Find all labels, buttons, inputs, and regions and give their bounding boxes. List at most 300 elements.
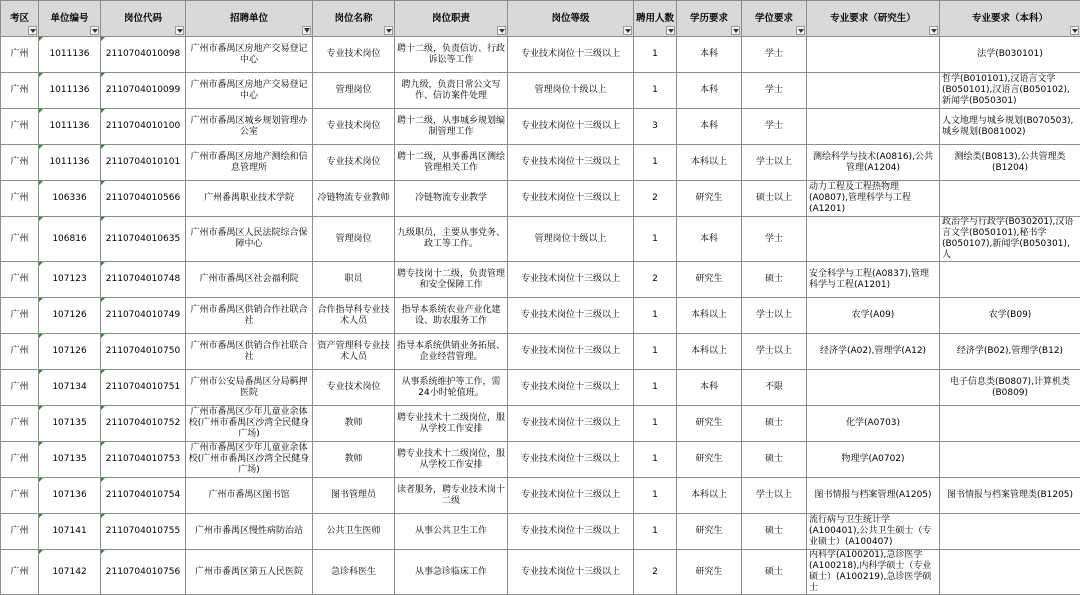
cell-text: 学士以上 (744, 157, 804, 168)
cell-text: 专业技术岗位十三级以上 (510, 490, 631, 501)
cell-major-postgrad[interactable] (807, 181, 940, 217)
cell-major-undergrad[interactable] (940, 181, 1080, 217)
cell-text: 广州 (3, 85, 36, 96)
cell-major-undergrad[interactable] (940, 334, 1080, 370)
cell-education[interactable] (677, 73, 742, 109)
cell-major-undergrad[interactable] (940, 262, 1080, 298)
cell-text: 硕士 (744, 567, 804, 578)
cell-employer[interactable] (186, 73, 313, 109)
cell-position-name[interactable] (313, 550, 395, 595)
cell-education[interactable] (677, 550, 742, 595)
cell-education[interactable] (677, 298, 742, 334)
cell-text: 聘十二级，从事番禺区测绘管理相关工作 (397, 152, 505, 174)
cell-position-code[interactable] (101, 37, 186, 73)
cell-text: 测绘科学与技术(A0816),公共管理(A1204) (809, 152, 937, 174)
filter-dropdown-icon[interactable] (384, 26, 393, 35)
cell-text: 广州市番禺区供销合作社联合社 (188, 305, 310, 327)
cell-exam-area[interactable] (1, 145, 39, 181)
cell-text: 资产管理科专业技术人员 (315, 341, 392, 363)
cell-employer[interactable] (186, 109, 313, 145)
cell-major-undergrad[interactable] (940, 37, 1080, 73)
cell-position-name[interactable] (313, 262, 395, 298)
cell-education[interactable] (677, 109, 742, 145)
cell-major-postgrad[interactable] (807, 334, 940, 370)
cell-employer[interactable] (186, 181, 313, 217)
cell-position-level[interactable] (508, 262, 634, 298)
cell-exam-area[interactable] (1, 298, 39, 334)
table-row (1, 550, 1080, 595)
cell-duties[interactable] (395, 37, 508, 73)
cell-position-level[interactable] (508, 37, 634, 73)
cell-major-undergrad[interactable] (940, 109, 1080, 145)
cell-text: 冷链物流专业教学 (397, 193, 505, 204)
filter-dropdown-icon[interactable] (623, 26, 632, 35)
cell-hire-count[interactable] (634, 145, 677, 181)
cell-text: 1 (636, 526, 674, 537)
cell-text: 2110704010100 (103, 121, 183, 132)
cell-position-code[interactable] (101, 514, 186, 550)
cell-duties[interactable] (395, 550, 508, 595)
cell-text: 广州市番禺区房地产测绘和信息管理所 (188, 152, 310, 174)
cell-education[interactable] (677, 478, 742, 514)
cell-position-name[interactable] (313, 478, 395, 514)
cell-major-postgrad[interactable] (807, 37, 940, 73)
cell-employer[interactable] (186, 406, 313, 442)
cell-text: 专业技术岗位十三级以上 (510, 49, 631, 60)
cell-unit-code[interactable] (39, 442, 101, 478)
cell-major-undergrad[interactable] (940, 73, 1080, 109)
cell-position-level[interactable] (508, 181, 634, 217)
col-header-unit-code (39, 1, 101, 37)
filter-dropdown-icon[interactable] (796, 26, 805, 35)
cell-exam-area[interactable] (1, 550, 39, 595)
cell-text: 广州市番禺区房地产交易登记中心 (188, 80, 310, 102)
cell-hire-count[interactable] (634, 73, 677, 109)
cell-major-undergrad[interactable] (940, 145, 1080, 181)
cell-unit-code[interactable] (39, 298, 101, 334)
table-body (1, 37, 1080, 595)
cell-position-name[interactable] (313, 514, 395, 550)
table-row (1, 406, 1080, 442)
cell-text: 1011136 (41, 121, 98, 132)
cell-exam-area[interactable] (1, 514, 39, 550)
cell-position-level[interactable] (508, 550, 634, 595)
cell-text: 专业技术岗位 (315, 121, 392, 132)
cell-text: 广州市番禺区城乡规划管理办公室 (188, 116, 310, 138)
cell-hire-count[interactable] (634, 181, 677, 217)
cell-degree[interactable] (742, 217, 807, 262)
filter-dropdown-icon[interactable] (497, 26, 506, 35)
cell-position-code[interactable] (101, 442, 186, 478)
cell-major-postgrad[interactable] (807, 478, 940, 514)
cell-text: 2110704010749 (103, 310, 183, 321)
cell-degree[interactable] (742, 109, 807, 145)
cell-degree[interactable] (742, 514, 807, 550)
cell-text: 农学(B09) (942, 310, 1078, 321)
cell-position-name[interactable] (313, 217, 395, 262)
cell-text: 专业技术岗位 (315, 157, 392, 168)
cell-position-code[interactable] (101, 478, 186, 514)
cell-hire-count[interactable] (634, 334, 677, 370)
cell-text: 管理岗位十级以上 (510, 234, 631, 245)
cell-text: 广州 (3, 274, 36, 285)
cell-text: 2110704010098 (103, 49, 183, 60)
cell-position-name[interactable] (313, 181, 395, 217)
cell-text: 本科以上 (679, 157, 739, 168)
cell-education[interactable] (677, 262, 742, 298)
cell-unit-code[interactable] (39, 514, 101, 550)
filter-dropdown-icon[interactable] (175, 26, 184, 35)
cell-exam-area[interactable] (1, 217, 39, 262)
cell-text: 化学(A0703) (809, 418, 937, 429)
cell-hire-count[interactable] (634, 217, 677, 262)
cell-degree[interactable] (742, 298, 807, 334)
cell-employer[interactable] (186, 334, 313, 370)
cell-unit-code[interactable] (39, 370, 101, 406)
cell-text: 聘十二级，从事城乡规划编制管理工作 (397, 116, 505, 138)
cell-duties[interactable] (395, 442, 508, 478)
cell-major-postgrad[interactable] (807, 550, 940, 595)
cell-education[interactable] (677, 145, 742, 181)
cell-text: 图书情报与档案管理(A1205) (809, 490, 937, 501)
cell-education[interactable] (677, 37, 742, 73)
cell-education[interactable] (677, 217, 742, 262)
cell-text: 聘十二级，负责信访、行政诉讼等工作 (397, 44, 505, 66)
cell-employer[interactable] (186, 514, 313, 550)
cell-unit-code[interactable] (39, 109, 101, 145)
cell-degree[interactable] (742, 550, 807, 595)
cell-major-postgrad[interactable] (807, 217, 940, 262)
cell-hire-count[interactable] (634, 298, 677, 334)
filter-dropdown-icon[interactable] (666, 26, 675, 35)
cell-degree[interactable] (742, 442, 807, 478)
cell-text: 广州番禺职业技术学院 (188, 193, 310, 204)
cell-employer[interactable] (186, 145, 313, 181)
cell-position-code[interactable] (101, 73, 186, 109)
cell-text: 本科以上 (679, 346, 739, 357)
table-row (1, 217, 1080, 262)
header-label: 专业要求（研究生） (809, 13, 937, 24)
cell-duties[interactable] (395, 514, 508, 550)
table-row (1, 298, 1080, 334)
cell-position-name[interactable] (313, 370, 395, 406)
cell-education[interactable] (677, 370, 742, 406)
cell-position-name[interactable] (313, 298, 395, 334)
cell-hire-count[interactable] (634, 478, 677, 514)
filter-dropdown-icon[interactable] (929, 26, 938, 35)
cell-education[interactable] (677, 406, 742, 442)
cell-text: 107136 (41, 490, 98, 501)
cell-exam-area[interactable] (1, 37, 39, 73)
cell-text: 广州 (3, 310, 36, 321)
cell-major-postgrad[interactable] (807, 73, 940, 109)
cell-text: 教师 (315, 418, 392, 429)
cell-employer[interactable] (186, 217, 313, 262)
cell-text: 指导本系统农业产业化建设、助农服务工作 (397, 305, 505, 327)
cell-position-name[interactable] (313, 334, 395, 370)
cell-text: 本科以上 (679, 310, 739, 321)
cell-text: 专业技术岗位 (315, 49, 392, 60)
cell-text: 研究生 (679, 526, 739, 537)
cell-education[interactable] (677, 442, 742, 478)
cell-unit-code[interactable] (39, 550, 101, 595)
cell-position-name[interactable] (313, 406, 395, 442)
cell-text: 学士 (744, 234, 804, 245)
cell-duties[interactable] (395, 217, 508, 262)
cell-text: 公共卫生医师 (315, 526, 392, 537)
table-row (1, 181, 1080, 217)
cell-hire-count[interactable] (634, 550, 677, 595)
cell-text: 聘专技岗十二级，负责管理和安全保障工作 (397, 269, 505, 291)
cell-text: 图书管理员 (315, 490, 392, 501)
cell-degree[interactable] (742, 370, 807, 406)
cell-duties[interactable] (395, 145, 508, 181)
cell-degree[interactable] (742, 37, 807, 73)
cell-exam-area[interactable] (1, 442, 39, 478)
cell-major-postgrad[interactable] (807, 262, 940, 298)
cell-text: 107141 (41, 526, 98, 537)
cell-text: 学士 (744, 49, 804, 60)
cell-exam-area[interactable] (1, 181, 39, 217)
table-row (1, 334, 1080, 370)
cell-text: 1 (636, 49, 674, 60)
cell-position-code[interactable] (101, 109, 186, 145)
cell-text: 农学(A09) (809, 310, 937, 321)
cell-text: 从事公共卫生工作 (397, 526, 505, 537)
cell-unit-code[interactable] (39, 262, 101, 298)
cell-text: 政治学与行政学(B030201),汉语言文学(B050101),秘书学(B050107),新闻学(B050301),人 (942, 217, 1078, 261)
cell-position-level[interactable] (508, 406, 634, 442)
cell-text: 本科 (679, 382, 739, 393)
header-label: 学历要求 (679, 13, 739, 24)
cell-duties[interactable] (395, 406, 508, 442)
cell-text: 流行病与卫生统计学(A100401),公共卫生硕士（专业硕士）(A100407) (809, 515, 937, 548)
cell-major-undergrad[interactable] (940, 298, 1080, 334)
cell-position-code[interactable] (101, 334, 186, 370)
cell-text: 2 (636, 567, 674, 578)
cell-text: 聘九级，负责日常公文写作、信访案件处理 (397, 80, 505, 102)
cell-text: 106816 (41, 234, 98, 245)
cell-text: 广州 (3, 490, 36, 501)
cell-hire-count[interactable] (634, 37, 677, 73)
cell-text: 广州 (3, 121, 36, 132)
cell-text: 聘专业技术十二级岗位，服从学校工作安排 (397, 413, 505, 435)
cell-text: 专业技术岗位十三级以上 (510, 418, 631, 429)
cell-major-postgrad[interactable] (807, 145, 940, 181)
cell-hire-count[interactable] (634, 514, 677, 550)
cell-text: 2110704010754 (103, 490, 183, 501)
cell-major-postgrad[interactable] (807, 109, 940, 145)
cell-text: 硕士 (744, 274, 804, 285)
cell-position-level[interactable] (508, 298, 634, 334)
cell-employer[interactable] (186, 478, 313, 514)
cell-text: 研究生 (679, 193, 739, 204)
cell-text: 广州市番禺区社会福利院 (188, 274, 310, 285)
cell-position-level[interactable] (508, 370, 634, 406)
filter-dropdown-icon[interactable] (28, 26, 37, 35)
cell-position-name[interactable] (313, 37, 395, 73)
cell-major-undergrad[interactable] (940, 514, 1080, 550)
cell-degree[interactable] (742, 145, 807, 181)
cell-position-code[interactable] (101, 550, 186, 595)
cell-text: 2110704010101 (103, 157, 183, 168)
cell-hire-count[interactable] (634, 406, 677, 442)
header-label: 考区 (3, 13, 36, 24)
cell-exam-area[interactable] (1, 370, 39, 406)
cell-exam-area[interactable] (1, 109, 39, 145)
cell-hire-count[interactable] (634, 370, 677, 406)
cell-position-level[interactable] (508, 442, 634, 478)
cell-major-undergrad[interactable] (940, 550, 1080, 595)
cell-major-postgrad[interactable] (807, 370, 940, 406)
cell-text: 107123 (41, 274, 98, 285)
cell-position-level[interactable] (508, 514, 634, 550)
cell-position-name[interactable] (313, 73, 395, 109)
cell-position-level[interactable] (508, 109, 634, 145)
cell-position-code[interactable] (101, 406, 186, 442)
cell-major-undergrad[interactable] (940, 442, 1080, 478)
cell-unit-code[interactable] (39, 406, 101, 442)
cell-degree[interactable] (742, 181, 807, 217)
cell-unit-code[interactable] (39, 217, 101, 262)
cell-major-postgrad[interactable] (807, 442, 940, 478)
cell-text: 本科 (679, 49, 739, 60)
cell-position-code[interactable] (101, 181, 186, 217)
cell-hire-count[interactable] (634, 262, 677, 298)
cell-text: 2110704010752 (103, 418, 183, 429)
cell-text: 从事系统维护等工作，需24小时轮值班。 (397, 377, 505, 399)
cell-position-code[interactable] (101, 145, 186, 181)
cell-text: 本科 (679, 85, 739, 96)
cell-education[interactable] (677, 181, 742, 217)
cell-major-postgrad[interactable] (807, 406, 940, 442)
cell-text: 研究生 (679, 418, 739, 429)
col-header-employer (186, 1, 313, 37)
cell-degree[interactable] (742, 73, 807, 109)
filter-dropdown-icon[interactable] (731, 26, 740, 35)
cell-text: 1 (636, 382, 674, 393)
cell-text: 107142 (41, 567, 98, 578)
cell-position-level[interactable] (508, 145, 634, 181)
cell-text: 专业技术岗位十三级以上 (510, 382, 631, 393)
cell-major-undergrad[interactable] (940, 370, 1080, 406)
cell-text: 2110704010566 (103, 193, 183, 204)
cell-degree[interactable] (742, 406, 807, 442)
cell-position-name[interactable] (313, 109, 395, 145)
cell-text: 1011136 (41, 49, 98, 60)
cell-major-undergrad[interactable] (940, 406, 1080, 442)
cell-unit-code[interactable] (39, 145, 101, 181)
cell-duties[interactable] (395, 298, 508, 334)
cell-text: 广州市番禺区少年儿童业余体校(广州市番禺区沙湾全民健身广场) (188, 407, 310, 440)
cell-employer[interactable] (186, 37, 313, 73)
cell-position-level[interactable] (508, 217, 634, 262)
cell-unit-code[interactable] (39, 73, 101, 109)
cell-text: 安全科学与工程(A0837),管理科学与工程(A1201) (809, 269, 937, 291)
cell-duties[interactable] (395, 370, 508, 406)
header-label: 聘用人数 (636, 13, 674, 24)
cell-hire-count[interactable] (634, 442, 677, 478)
table-row (1, 442, 1080, 478)
cell-major-postgrad[interactable] (807, 298, 940, 334)
cell-position-name[interactable] (313, 145, 395, 181)
cell-text: 专业技术岗位十三级以上 (510, 454, 631, 465)
header-label: 专业要求（本科） (942, 13, 1078, 24)
cell-text: 2110704010635 (103, 234, 183, 245)
cell-employer[interactable] (186, 550, 313, 595)
col-header-position-level (508, 1, 634, 37)
cell-unit-code[interactable] (39, 181, 101, 217)
cell-text: 硕士 (744, 526, 804, 537)
cell-unit-code[interactable] (39, 37, 101, 73)
cell-text: 专业技术岗位十三级以上 (510, 193, 631, 204)
col-header-duties (395, 1, 508, 37)
cell-employer[interactable] (186, 298, 313, 334)
cell-duties[interactable] (395, 181, 508, 217)
cell-exam-area[interactable] (1, 478, 39, 514)
cell-position-code[interactable] (101, 262, 186, 298)
col-header-degree (742, 1, 807, 37)
cell-text: 物理学(A0702) (809, 454, 937, 465)
cell-employer[interactable] (186, 442, 313, 478)
cell-education[interactable] (677, 514, 742, 550)
cell-exam-area[interactable] (1, 406, 39, 442)
col-header-major-undergrad (940, 1, 1080, 37)
cell-major-undergrad[interactable] (940, 217, 1080, 262)
cell-text: 本科 (679, 234, 739, 245)
cell-duties[interactable] (395, 262, 508, 298)
cell-position-name[interactable] (313, 442, 395, 478)
cell-position-level[interactable] (508, 334, 634, 370)
cell-exam-area[interactable] (1, 73, 39, 109)
cell-position-level[interactable] (508, 73, 634, 109)
cell-employer[interactable] (186, 262, 313, 298)
cell-duties[interactable] (395, 334, 508, 370)
cell-duties[interactable] (395, 73, 508, 109)
cell-unit-code[interactable] (39, 334, 101, 370)
cell-text: 107134 (41, 382, 98, 393)
cell-position-code[interactable] (101, 217, 186, 262)
cell-text: 专业技术岗位十三级以上 (510, 567, 631, 578)
cell-text: 2110704010753 (103, 454, 183, 465)
cell-unit-code[interactable] (39, 478, 101, 514)
filter-dropdown-icon[interactable] (1070, 26, 1079, 35)
cell-degree[interactable] (742, 262, 807, 298)
cell-duties[interactable] (395, 478, 508, 514)
cell-degree[interactable] (742, 478, 807, 514)
filter-dropdown-icon[interactable] (90, 26, 99, 35)
cell-position-level[interactable] (508, 478, 634, 514)
cell-text: 内科学(A100201),急诊医学(A100218),内科学硕士（专业硕士）(A100219),急诊医学硕士 (809, 550, 937, 594)
cell-text: 学士以上 (744, 490, 804, 501)
cell-degree[interactable] (742, 334, 807, 370)
cell-text: 广州市番禺区第五人民医院 (188, 567, 310, 578)
cell-hire-count[interactable] (634, 109, 677, 145)
cell-major-postgrad[interactable] (807, 514, 940, 550)
cell-position-code[interactable] (101, 298, 186, 334)
cell-position-code[interactable] (101, 370, 186, 406)
cell-employer[interactable] (186, 370, 313, 406)
cell-duties[interactable] (395, 109, 508, 145)
cell-education[interactable] (677, 334, 742, 370)
cell-exam-area[interactable] (1, 334, 39, 370)
cell-text: 冷链物流专业教师 (315, 193, 392, 204)
header-label: 岗位名称 (315, 13, 392, 24)
cell-text: 硕士 (744, 418, 804, 429)
filter-active-icon[interactable] (302, 26, 311, 35)
cell-exam-area[interactable] (1, 262, 39, 298)
cell-major-undergrad[interactable] (940, 478, 1080, 514)
